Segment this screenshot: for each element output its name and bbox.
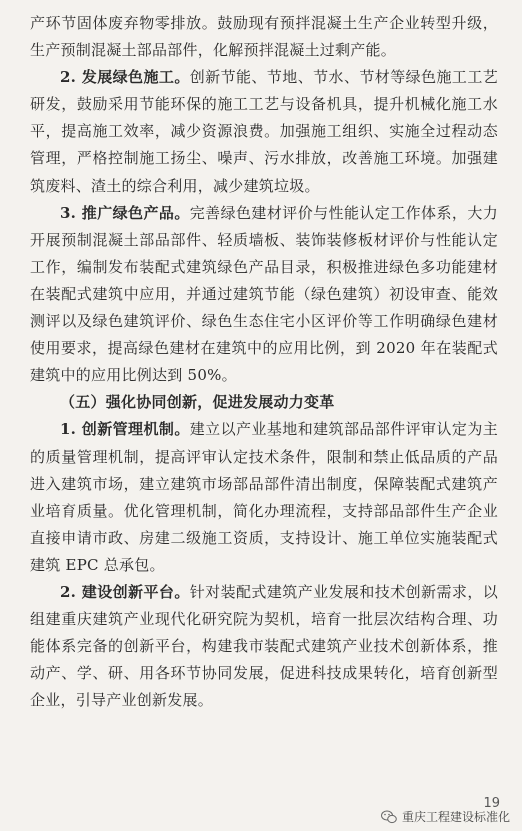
paragraph-text: 完善绿色建材评价与性能认定工作体系，大力开展预制混凝土部品部件、轻质墙板、装饰装修板材评价与性能认定工作，编制发布装配式建筑绿色产品目录，积极推进绿色多功能建材在装配式建筑中应用，并通过建筑节能（绿色建筑）初设审查、能效测评以及绿色建筑评价、绿色生态住宅小区评价等工作明确绿色建材使用要求，提高绿色建材在建筑中的应用比例，到 2020 年在装配式建筑中的应用比例达到 50%。 [30,203,498,385]
paragraph-green-construction [30,64,498,199]
paragraph-title: 1. 创新管理机制。 [60,420,190,439]
paragraph-text: 建立以产业基地和建筑部品部件评审认定为主的质量管理机制，提高评审认定技术条件，限制和禁止低品质的产品进入建筑市场，建立建筑市场部品部件清出制度，保障装配式建筑产业培育质量。优化管理机制，简化办理流程，支持部品部件生产企业直接申请市政、房建二级施工资质，支持设计、施工单位实施装配式建筑 EPC 总承包。 [30,420,498,574]
wechat-icon [381,810,397,824]
paragraph-title: 2. 建设创新平台。 [60,582,190,601]
paragraph-title: 2. 发展绿色施工。 [60,68,190,87]
paragraph-green-products [30,200,498,390]
paragraph-title: 3. 推广绿色产品。 [60,203,190,222]
paragraph-text: 针对装配式建筑产业发展和技术创新需求，以组建重庆建筑产业现代化研究院为契机，培育一批层次结构合理、功能体系完备的创新平台，构建我市装配式建筑产业技术创新体系，推动产、学、研、用各环节协同发展，促进科技成果转化，培育创新型企业，引导产业创新发展。 [30,582,498,710]
watermark-text: 重庆工程建设标准化 [401,810,510,824]
document-body [30,10,498,714]
paragraph-continuation [30,10,498,64]
paragraph-innovation-platform [30,579,498,714]
section-heading: （五）强化协同创新，促进发展动力变革 [60,393,335,412]
paragraph-text: 产环节固体废弃物零排放。鼓励现有预拌混凝土生产企业转型升级，生产预制混凝土部品部件，化解预拌混凝土过剩产能。 [30,14,498,60]
watermark [381,808,510,825]
page-number: 19 [483,796,500,811]
paragraph-text: 创新节能、节地、节水、节材等绿色施工工艺研发，鼓励采用节能环保的施工工艺与设备机具，提升机械化施工水平，提高施工效率，减少资源浪费。加强施工组织、实施全过程动态管理，严格控制施工扬尘、噪声、污水排放，改善施工环境。加强建筑废料、渣土的综合利用，减少建筑垃圾。 [30,68,498,195]
paragraph-management-mechanism [30,416,498,579]
